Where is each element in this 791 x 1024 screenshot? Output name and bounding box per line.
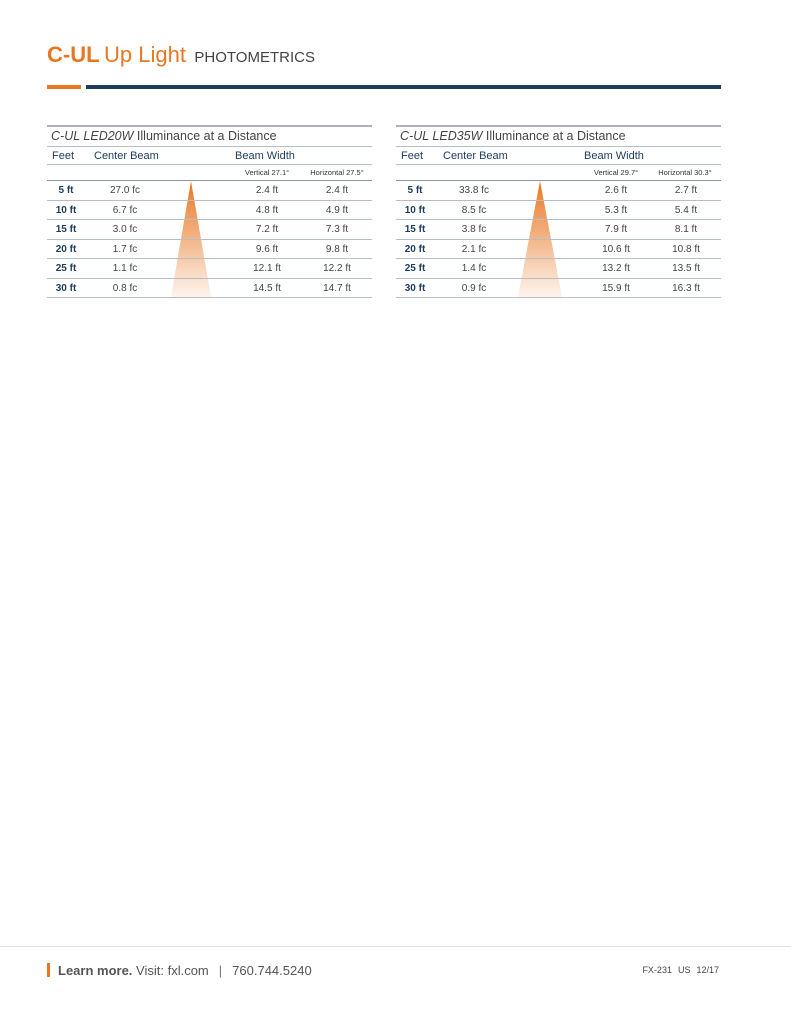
- doc-region: US: [677, 965, 691, 975]
- learn-more-label: Learn more.: [58, 963, 133, 978]
- table-caption: [396, 127, 721, 147]
- table-caption-text: Illuminance at a Distance: [485, 129, 626, 143]
- table-row: 15 ft 3.8 fc 7.9 ft 8.1 ft: [396, 220, 721, 240]
- table-row: 20 ft 2.1 fc 10.6 ft 10.8 ft: [396, 240, 721, 260]
- footer-accent-bar: [47, 963, 50, 977]
- table-subheader: [47, 164, 372, 181]
- col-beam-width: Beam Width: [235, 150, 295, 162]
- col-feet: Feet: [401, 150, 424, 162]
- brand-name: C-UL: [47, 42, 100, 67]
- col-feet: Feet: [52, 150, 75, 162]
- footer-separator: |: [218, 963, 223, 978]
- product-name: Up Light: [104, 42, 186, 67]
- footer-contact: [47, 963, 312, 978]
- col-horizontal: Horizontal 30.3°: [658, 168, 712, 177]
- table-body: [396, 181, 721, 298]
- col-vertical: Vertical 29.7°: [593, 168, 639, 177]
- col-center-beam: Center Beam: [94, 150, 159, 162]
- table-row: 5 ft 33.8 fc 2.6 ft 2.7 ft: [396, 181, 721, 201]
- table-model: C-UL LED20W: [51, 129, 134, 143]
- table-row: 10 ft 6.7 fc 4.8 ft 4.9 ft: [47, 201, 372, 221]
- illuminance-table-led20w: [47, 125, 372, 298]
- table-caption: [47, 127, 372, 147]
- table-body: [47, 181, 372, 298]
- header-accent-rule: [47, 85, 81, 89]
- page-title: [47, 42, 315, 68]
- table-row: 20 ft 1.7 fc 9.6 ft 9.8 ft: [47, 240, 372, 260]
- website-link[interactable]: Visit: fxl.com: [136, 963, 209, 978]
- table-row: 5 ft 27.0 fc 2.4 ft 2.4 ft: [47, 181, 372, 201]
- document-info: [636, 965, 719, 975]
- table-model: C-UL LED35W: [400, 129, 483, 143]
- doc-code: FX-231: [642, 965, 672, 975]
- table-header: [47, 147, 372, 164]
- col-center-beam: Center Beam: [443, 150, 508, 162]
- table-row: 15 ft 3.0 fc 7.2 ft 7.3 ft: [47, 220, 372, 240]
- table-row: 25 ft 1.4 fc 13.2 ft 13.5 ft: [396, 259, 721, 279]
- table-subheader: [396, 164, 721, 181]
- table-header: [396, 147, 721, 164]
- section-name: PHOTOMETRICS: [194, 49, 315, 66]
- phone-number[interactable]: 760.744.5240: [232, 963, 312, 978]
- footer-rule: [0, 946, 791, 947]
- table-row: 10 ft 8.5 fc 5.3 ft 5.4 ft: [396, 201, 721, 221]
- table-row: 30 ft 0.9 fc 15.9 ft 16.3 ft: [396, 279, 721, 299]
- header-rule: [86, 85, 721, 89]
- illuminance-table-led35w: [396, 125, 721, 298]
- doc-date: 12/17: [696, 965, 719, 975]
- col-vertical: Vertical 27.1°: [244, 168, 290, 177]
- col-horizontal: Horizontal 27.5°: [310, 168, 364, 177]
- col-beam-width: Beam Width: [584, 150, 644, 162]
- table-row: 30 ft 0.8 fc 14.5 ft 14.7 ft: [47, 279, 372, 299]
- table-row: 25 ft 1.1 fc 12.1 ft 12.2 ft: [47, 259, 372, 279]
- table-caption-text: Illuminance at a Distance: [136, 129, 277, 143]
